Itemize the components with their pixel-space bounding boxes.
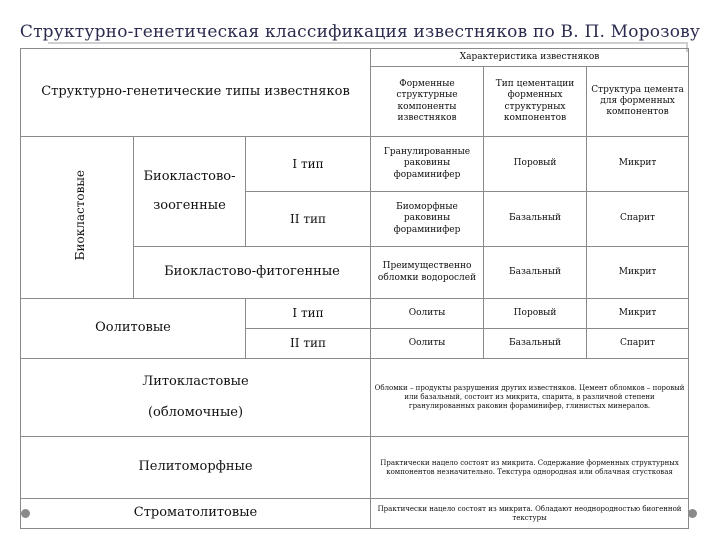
zoo2-cementation: Базальный xyxy=(484,192,587,247)
top-frame-line xyxy=(48,42,688,44)
pelito-label: Пелитоморфные xyxy=(21,437,371,499)
phyto-components: Преимущественно обломки водорослей xyxy=(371,247,484,299)
page-title: Структурно-генетическая классификация известняков по В. П. Морозову xyxy=(19,22,701,42)
ool2-components: Оолиты xyxy=(371,329,484,359)
zoo-type-1: I тип xyxy=(246,137,371,192)
bioclastic-group xyxy=(21,137,134,299)
phyto-cementation: Базальный xyxy=(484,247,587,299)
litho-note: Обломки – продукты разрушения других известняков. Цемент обломков – поровый или базальный, состоит из микрита, спарита, в различной степени гранулированных раковин фораминифер, глинистых минералов. xyxy=(371,359,689,437)
pelito-note: Практически нацело состоят из микрита. Содержание форменных структурных компонентов незначительно. Текстура однородная или облачная сгустковая xyxy=(371,437,689,499)
zoo2-structure: Спарит xyxy=(587,192,689,247)
ool2-cementation: Базальный xyxy=(484,329,587,359)
litho-label-1: Литокластовые xyxy=(142,374,249,390)
phyto-label: Биокластово-фитогенные xyxy=(134,247,371,299)
decor-dot-right xyxy=(688,509,697,518)
ool-type-2: II тип xyxy=(246,329,371,359)
litho-label-2: (обломочные) xyxy=(147,404,244,420)
stromato-note: Практически нацело состоят из микрита. Обладают неоднородностью биогенной текстуры xyxy=(371,499,689,529)
bioclast-zoogenic-label-1: Биокластово- xyxy=(143,169,236,185)
zoo1-cementation: Поровый xyxy=(484,137,587,192)
phyto-structure: Микрит xyxy=(587,247,689,299)
bioclastic-label: Биокластовые xyxy=(73,169,87,261)
zoo-type-2: II тип xyxy=(246,192,371,247)
bioclast-zoogenic-cell xyxy=(134,137,246,247)
ool1-components: Оолиты xyxy=(371,299,484,329)
stromato-label: Строматолитовые xyxy=(21,499,371,529)
ool1-cementation: Поровый xyxy=(484,299,587,329)
ool-type-1: I тип xyxy=(246,299,371,329)
types-header: Структурно-генетические типы известняков xyxy=(21,49,371,137)
oolitic-label: Оолитовые xyxy=(21,299,246,359)
ool1-structure: Микрит xyxy=(587,299,689,329)
bioclast-zoogenic-label-2: зоогенные xyxy=(153,197,226,213)
zoo1-components: Гранулированные раковины фораминифер xyxy=(371,137,484,192)
ool2-structure: Спарит xyxy=(587,329,689,359)
col-header-components: Форменные структурные компоненты известняков xyxy=(371,67,484,137)
col-header-cement-structure: Структура цемента для форменных компонентов xyxy=(587,67,689,137)
zoo1-structure: Микрит xyxy=(587,137,689,192)
zoo2-components: Биоморфные раковины фораминифер xyxy=(371,192,484,247)
characteristics-group-header: Характеристика известняков xyxy=(371,49,689,67)
col-header-cementation: Тип цементации форменных структурных компонентов xyxy=(484,67,587,137)
classification-table xyxy=(20,48,689,529)
litho-label xyxy=(21,359,371,437)
